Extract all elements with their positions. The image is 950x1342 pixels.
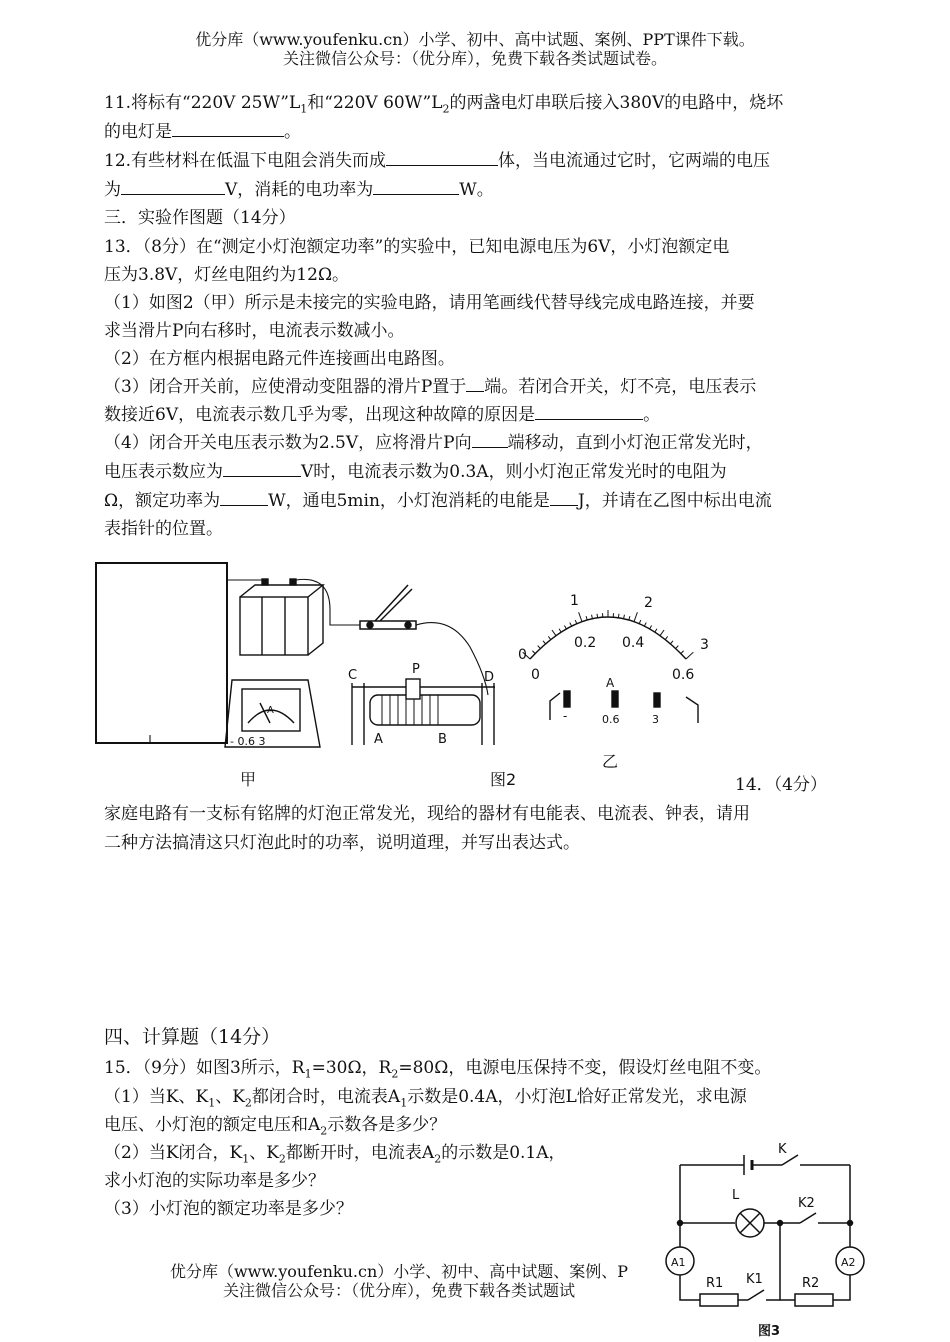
- scale-tick: [660, 630, 664, 636]
- scale-tick: [532, 651, 535, 654]
- scale-top-1: 1: [570, 593, 579, 609]
- q15-p2-t2: 、K: [249, 1143, 279, 1163]
- scale-tick: [686, 652, 693, 659]
- q12-text-b: 体，当电流通过它时，它两端的电压: [498, 151, 771, 171]
- scale-tick: [670, 641, 673, 644]
- q11-text-a: 11.将标有“220V 25W”L: [104, 93, 301, 113]
- scale-tick: [650, 625, 652, 628]
- q13-line-2: 压为3.8V，灯丝电阻约为12Ω。: [104, 265, 350, 285]
- scale-bottom-04: 0.4: [622, 635, 645, 651]
- q13-p4-line-3: [104, 486, 772, 511]
- scale-tick: [655, 629, 657, 632]
- scale-tick: [552, 630, 556, 636]
- q13-p4-blank-2[interactable]: [223, 462, 301, 477]
- q15-p2-s1: 1: [242, 1152, 250, 1166]
- q11-text-c: 的两盏电灯串联后接入380V的电路中，烧坏: [449, 93, 784, 113]
- q15-p1-t5: 电压、小灯泡的额定电压和A: [104, 1115, 321, 1135]
- q13-p4-blank-1[interactable]: [472, 433, 508, 448]
- q15-p1-s3: 1: [400, 1096, 408, 1110]
- q11-text-d: 的电灯是: [104, 122, 172, 142]
- section-4-title: 四、计算题（14分）: [104, 1026, 281, 1048]
- q15-p1-s4: 2: [320, 1124, 328, 1138]
- q12-text-e: W。: [459, 180, 494, 200]
- scale-tick: [624, 615, 625, 619]
- q12-blank-2[interactable]: [121, 180, 225, 195]
- q13-p3-text-c: 数接近6V，电流表示数几乎为零，出现这种故障的原因是: [104, 405, 536, 425]
- scale-tick: [665, 636, 667, 639]
- scale-top-2: 2: [644, 595, 653, 611]
- q12-text-a: 12.有些材料在低温下电阻会消失而成: [104, 151, 387, 171]
- q11-text-e: 。: [284, 122, 301, 142]
- footer-line-2: 关注微信公众号：（优分库），免费下载各类试题试: [222, 1281, 575, 1300]
- q13-p3-blank-1[interactable]: [466, 377, 484, 392]
- scale-tick: [681, 651, 684, 654]
- q15-p1-t3: 都闭合时，电流表A: [251, 1087, 401, 1107]
- q13-p1-line-1: （1）如图2（甲）所示是未接完的实验电路，请用笔画线代替导线完成电路连接，并要: [104, 293, 755, 313]
- scale-bottom-02: 0.2: [574, 635, 597, 651]
- header-line-1: 优分库（www.youfenku.cn）小学、初中、高中试题、案例、PPT课件下载。: [195, 30, 755, 49]
- q15-p2-t1: （2）当K闭合，K: [104, 1143, 243, 1163]
- q15-t1: 15．（9分）如图3所示，R: [104, 1058, 305, 1078]
- scale-tick: [575, 620, 577, 624]
- q13-p3-line-2: [104, 400, 660, 425]
- q13-p4-line-1: [104, 428, 763, 453]
- q13-p4-blank-4[interactable]: [550, 491, 578, 506]
- q12-line-1: [104, 146, 770, 171]
- scale-top-3: 3: [700, 637, 709, 653]
- q13-p3-text-d: 。: [643, 405, 661, 425]
- header-line-2: 关注微信公众号：（优分库），免费下载各类试题试卷。: [282, 49, 667, 68]
- ammeter-terminals: [550, 676, 698, 726]
- q11-line-1: [104, 88, 783, 115]
- scale-tick: [597, 614, 598, 618]
- rheostat-label-a: A: [374, 732, 383, 747]
- q12-text-c: 为: [104, 180, 121, 200]
- fig3-label-r2: R2: [802, 1276, 820, 1291]
- scale-tick: [564, 625, 566, 628]
- q13-p3-line-1: [104, 372, 756, 397]
- scale-top-0: 0: [518, 647, 527, 663]
- q11-text-b: 和“220V 60W”L: [307, 93, 443, 113]
- q13-p3-text-b: 端。若闭合开关，灯不亮，电压表示: [484, 377, 757, 397]
- q13-line-1: 13．（8分）在“测定小灯泡额定功率”的实验中，已知电源电压为6V，小灯泡额定电: [104, 237, 730, 257]
- q13-p3-blank-2[interactable]: [535, 405, 643, 420]
- fig3-label-r1: R1: [706, 1276, 724, 1291]
- circuit-diagram-box[interactable]: [96, 563, 227, 743]
- figure-2: [90, 555, 850, 790]
- scale-tick: [629, 616, 630, 620]
- q14-line-2: 二种方法搞清这只灯泡此时的功率，说明道理，并写出表达式。: [104, 833, 580, 853]
- figure-2-label-yi: 乙: [602, 752, 619, 771]
- rheostat-label-b: B: [438, 732, 447, 747]
- q15-p2-t3: 都断开时，电流表A: [285, 1143, 435, 1163]
- scale-tick: [639, 620, 641, 624]
- terminal-3-label: 3: [652, 713, 659, 726]
- q15-t3: =80Ω，电源电压保持不变，假设灯丝电阻不变。: [398, 1058, 772, 1078]
- q11-answer-blank[interactable]: [172, 122, 284, 137]
- q13-p4-text-f: W，通电5min，小灯泡消耗的电能是: [268, 491, 550, 511]
- q15-p1-t1: （1）当K、K: [104, 1087, 209, 1107]
- scale-tick: [579, 612, 582, 621]
- fig3-label-k1: K1: [746, 1272, 763, 1287]
- q11-sub-1: 1: [300, 102, 308, 116]
- rheostat-label-c: C: [348, 668, 358, 683]
- q15-s1: 1: [304, 1067, 312, 1081]
- q15-t2: =30Ω，R: [311, 1058, 392, 1078]
- q13-p1-line-2: 求当滑片P向右移时，电流表示数减小。: [104, 321, 405, 341]
- scale-tick: [676, 646, 679, 649]
- wires: [150, 579, 488, 743]
- scale-bottom-06: 0.6: [672, 667, 695, 683]
- ammeter-panel-label: - 0.6 3: [230, 735, 266, 748]
- scale-tick: [543, 641, 546, 644]
- scale-tick: [618, 614, 619, 618]
- ammeter-letter: A: [267, 705, 274, 716]
- q15-p2-s3: 2: [434, 1152, 442, 1166]
- q11-line-2: [104, 117, 301, 142]
- rheostat-label-p: P: [412, 662, 420, 677]
- fig3-caption: 图3: [758, 1324, 781, 1339]
- q13-p4-text-g: J，并请在乙图中标出电流: [577, 491, 772, 511]
- q13-p4-text-b: 端移动，直到小灯泡正常发光时，: [507, 433, 763, 453]
- fig3-label-a2: A2: [841, 1256, 856, 1269]
- q15-p1-s2: 2: [244, 1096, 252, 1110]
- rheostat[interactable]: [348, 662, 495, 747]
- scale-tick: [559, 629, 561, 632]
- figure-2-caption: 图2: [490, 770, 517, 789]
- ammeter-scale[interactable]: [518, 593, 709, 683]
- q13-p4-blank-3[interactable]: [220, 491, 268, 506]
- scale-bottom-0: 0: [531, 667, 540, 683]
- terminal-a-label: A: [606, 676, 615, 690]
- q15-p2-line-1: [104, 1138, 566, 1165]
- q15-s2: 2: [391, 1067, 399, 1081]
- terminal-minus-label: -: [563, 709, 568, 723]
- footer-line-1: 优分库（www.youfenku.cn）小学、初中、高中试题、案例、P: [169, 1262, 629, 1281]
- scale-tick: [538, 646, 541, 649]
- scale-tick: [592, 615, 593, 619]
- q15-p2-line-2: 求小灯泡的实际功率是多少？: [104, 1171, 325, 1191]
- q13-p4-text-a: （4）闭合开关电压表示数为2.5V，应将滑片P向: [104, 433, 472, 453]
- q13-p4-text-c: 电压表示数应为: [104, 462, 223, 482]
- q13-p2: （2）在方框内根据电路元件连接画出电路图。: [104, 349, 455, 369]
- fig3-label-k2: K2: [798, 1196, 815, 1211]
- q13-p4-text-e: Ω，额定功率为: [104, 491, 221, 511]
- q14-number: 14．（4分）: [735, 775, 827, 795]
- q15-p1-s1: 1: [208, 1096, 216, 1110]
- rheostat-label-d: D: [484, 670, 495, 685]
- q15-p1-line-2: [104, 1110, 446, 1137]
- fig3-label-k: K: [778, 1142, 787, 1157]
- q12-blank-3[interactable]: [373, 180, 459, 195]
- scale-tick: [644, 623, 646, 627]
- scale-tick: [548, 636, 550, 639]
- q15-p2-s2: 2: [278, 1152, 286, 1166]
- q12-text-d: V，消耗的电功率为: [225, 180, 374, 200]
- q15-p1-t4: 示数是0.4A，小灯泡L恰好正常发光，求电源: [407, 1087, 747, 1107]
- figure-3-circuit: [660, 1135, 870, 1340]
- terminal-06-label: 0.6: [602, 713, 620, 726]
- q15-p3: （3）小灯泡的额定功率是多少？: [104, 1199, 353, 1219]
- figure-2-label-jia: 甲: [240, 770, 257, 789]
- q15-p1-t6: 示数各是多少？: [327, 1115, 447, 1135]
- fig3-label-a1: A1: [671, 1256, 686, 1269]
- q15-p1-t2: 、K: [215, 1087, 245, 1107]
- q11-sub-2: 2: [442, 102, 450, 116]
- q15-p1-line-1: [104, 1082, 747, 1109]
- q14-line-1: 家庭电路有一支标有铭牌的灯泡正常发光，现给的器材有电能表、电流表、钟表，请用: [104, 804, 750, 824]
- scale-tick: [586, 616, 587, 620]
- q12-blank-1[interactable]: [386, 151, 498, 166]
- battery-pack: [240, 579, 323, 655]
- scale-tick: [634, 612, 637, 621]
- q13-p3-text-a: （3）闭合开关前，应使滑动变阻器的滑片P置于: [104, 377, 467, 397]
- q15-line-1: [104, 1053, 771, 1080]
- q13-p4-text-d: V时，电流表示数为0.3A，则小灯泡正常发光时的电阻为: [301, 462, 727, 482]
- section-3-title: 三．实验作图题（14分）: [104, 208, 296, 228]
- q12-line-2: [104, 175, 494, 200]
- fig3-label-l: L: [732, 1188, 740, 1203]
- q13-p4-line-4: 表指针的位置。: [104, 519, 223, 539]
- q15-p2-t4: 的示数是0.1A，: [441, 1143, 566, 1163]
- knife-switch[interactable]: [360, 585, 416, 629]
- ammeter-device[interactable]: [225, 680, 320, 748]
- q13-p4-line-2: [104, 457, 727, 482]
- scale-tick: [570, 623, 572, 627]
